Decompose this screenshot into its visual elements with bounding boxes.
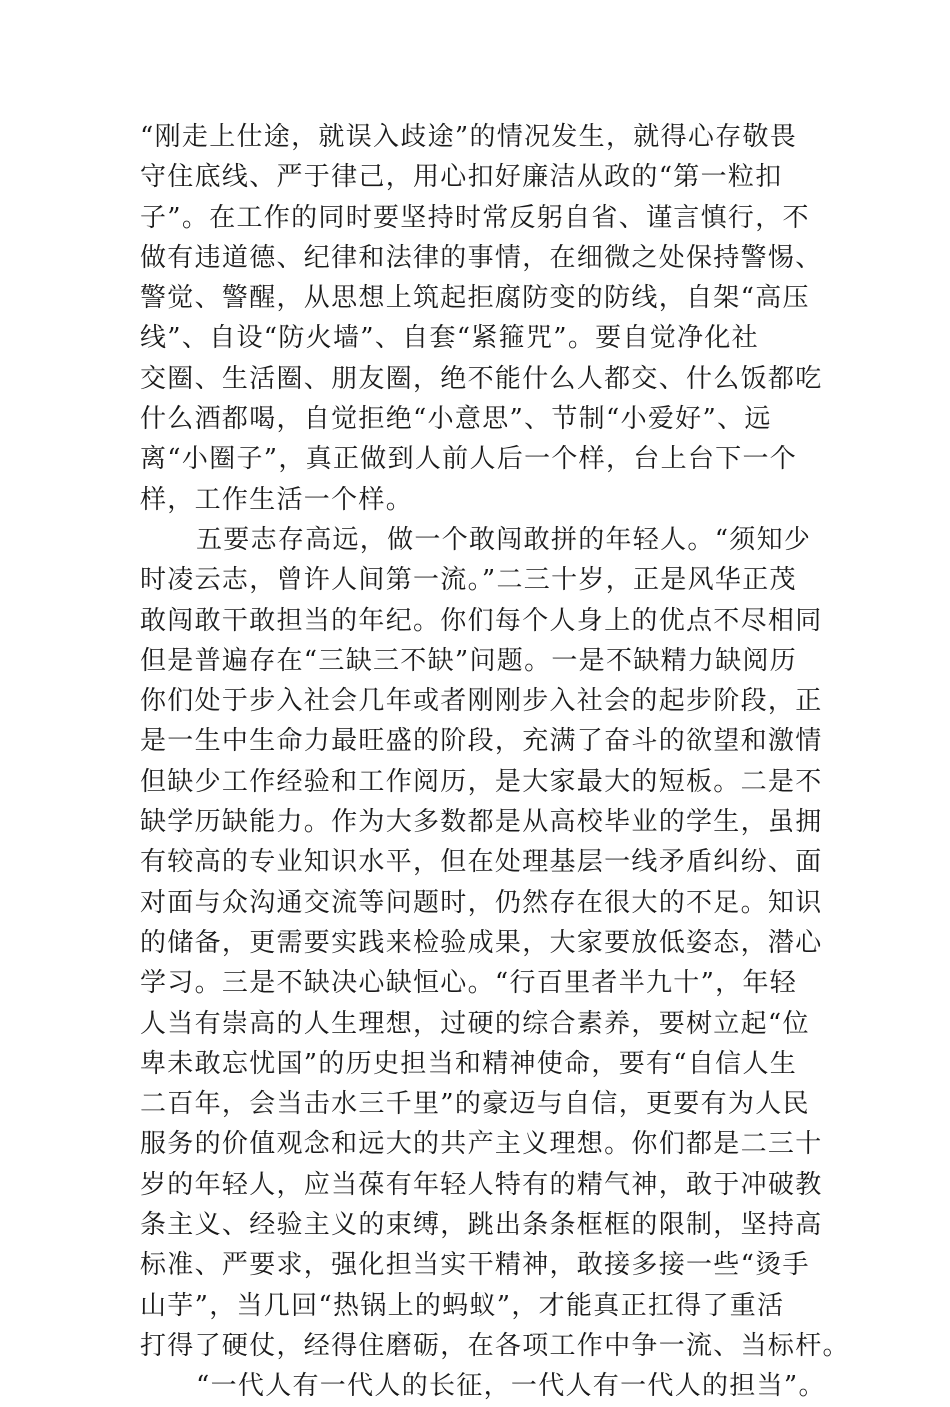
text-line: 警觉、警醒，从思想上筑起拒腐防变的防线，自架“高压 <box>140 283 810 314</box>
text-line: 卑未敢忘忧国”的历史担当和精神使命，要有“自信人生 <box>140 1048 798 1079</box>
text-line: 的储备，更需要实践来检验成果，大家要放低姿态，潜心 <box>140 927 823 958</box>
text-line: “刚走上仕途，就误入歧途”的情况发生，就得心存敬畏 <box>140 122 798 152</box>
text-line: 守住底线、严于律己，用心扣好廉洁从政的“第一粒扣 <box>140 162 783 193</box>
text-line: 子”。在工作的同时要坚持时常反躬自省、谨言慎行，不 <box>140 202 810 233</box>
paragraph-start-line: 五要志存高远，做一个敢闯敢拼的年轻人。“须知少 <box>196 524 812 555</box>
text-line: 时凌云志，曾许人间第一流。”二三十岁，正是风华正茂 <box>140 565 797 596</box>
text-line: 交圈、生活圈、朋友圈，绝不能什么人都交、什么饭都吃 <box>140 363 823 394</box>
text-line: 有较高的专业知识水平，但在处理基层一线矛盾纠纷、面 <box>140 847 823 878</box>
text-line: 离“小圈子”，真正做到人前人后一个样，台上台下一个 <box>140 444 798 475</box>
text-line: 但是普遍存在“三缺三不缺”问题。一是不缺精力缺阅历 <box>140 645 798 676</box>
paragraph-start-line: “一代人有一代人的长征，一代人有一代人的担当”。 <box>196 1371 826 1402</box>
text-line: 线”、自设“防火墙”、自套“紧箍咒”。要自觉净化社 <box>140 323 759 354</box>
text-line: 什么酒都喝，自觉拒绝“小意思”、节制“小爱好”、远 <box>140 404 772 435</box>
text-line: 是一生中生命力最旺盛的阶段，充满了奋斗的欲望和激情 <box>140 726 823 757</box>
text-line: 做有违道德、纪律和法律的事情，在细微之处保持警惕、 <box>140 242 823 273</box>
text-line: 打得了硬仗，经得住磨砺，在各项工作中争一流、当标杆。 <box>140 1330 850 1361</box>
text-line: 二百年，会当击水三千里”的豪迈与自信，更要有为人民 <box>140 1089 810 1120</box>
text-line: 岁的年轻人，应当葆有年轻人特有的精气神，敢于冲破教 <box>140 1169 823 1200</box>
text-line: 样，工作生活一个样。 <box>140 484 414 515</box>
text-line: 山芋”，当几回“热锅上的蚂蚁”，才能真正扛得了重活 <box>140 1290 785 1321</box>
text-line: 对面与众沟通交流等问题时，仍然存在很大的不足。知识 <box>140 887 823 918</box>
text-line: 条主义、经验主义的束缚，跳出条条框框的限制，坚持高 <box>140 1210 823 1241</box>
text-line: 但缺少工作经验和工作阅历，是大家最大的短板。二是不 <box>140 766 823 797</box>
text-line: 标准、严要求，强化担当实干精神，敢接多接一些“烫手 <box>140 1250 810 1281</box>
body-text <box>140 117 850 1407</box>
text-line: 人当有崇高的人生理想，过硬的综合素养，要树立起“位 <box>140 1008 810 1039</box>
text-line: 学习。三是不缺决心缺恒心。“行百里者半九十”，年轻 <box>140 968 798 999</box>
text-line: 你们处于步入社会几年或者刚刚步入社会的起步阶段，正 <box>140 686 823 717</box>
text-line: 缺学历缺能力。作为大多数都是从高校毕业的学生，虽拥 <box>140 807 823 838</box>
text-line: 敢闯敢干敢担当的年纪。你们每个人身上的优点不尽相同 <box>140 605 823 636</box>
text-line: 服务的价值观念和远大的共产主义理想。你们都是二三十 <box>140 1129 823 1160</box>
